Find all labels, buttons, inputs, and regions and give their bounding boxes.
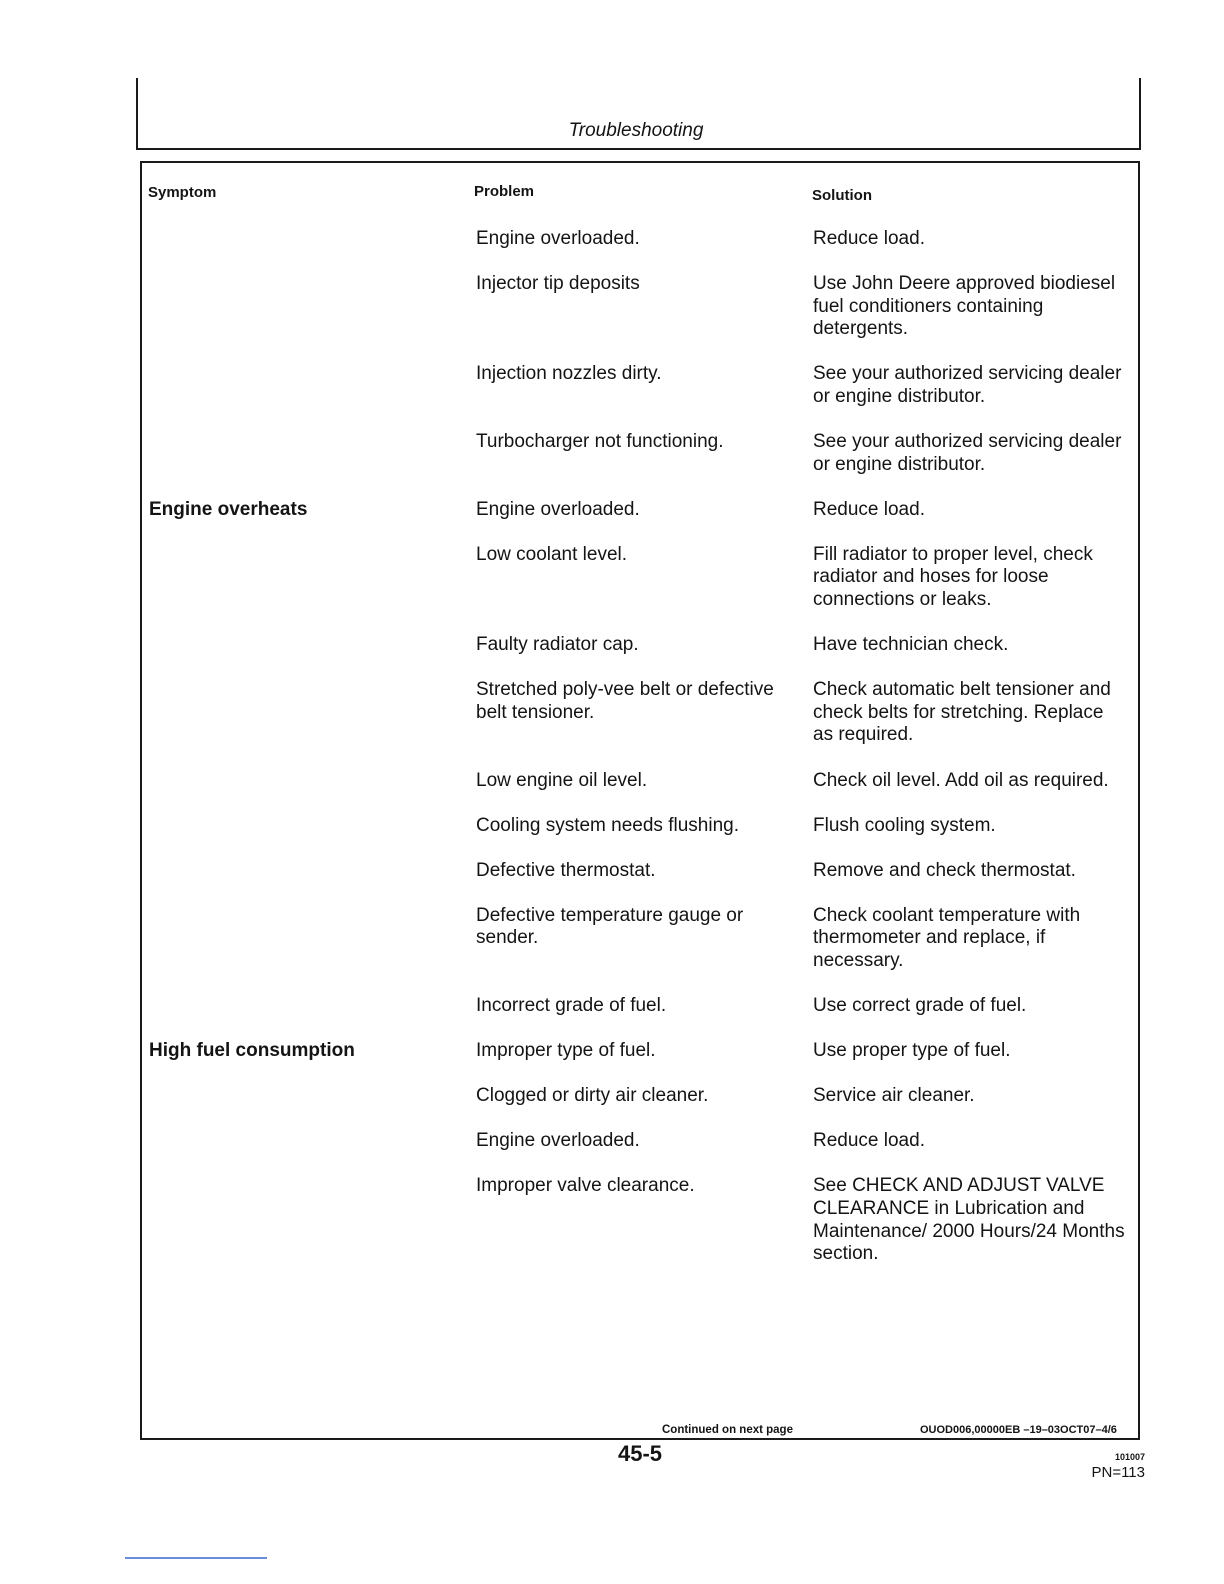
solution-text: Have technician check.	[813, 634, 1009, 656]
problem-text: Engine overloaded.	[476, 1130, 640, 1152]
symptom-cell	[149, 905, 476, 973]
symptom-cell	[149, 431, 476, 476]
problem-text: Clogged or dirty air cleaner.	[476, 1085, 709, 1107]
solution-text: Reduce load.	[813, 228, 925, 249]
table-row	[149, 1130, 1129, 1153]
solution-text: necessary.	[813, 949, 904, 971]
symptom-cell	[149, 1175, 476, 1265]
solution-text: Use correct grade of fuel.	[813, 995, 1027, 1017]
date-code: 101007	[1114, 1452, 1145, 1462]
problem-text: Engine overloaded.	[476, 498, 640, 520]
problem-cell	[476, 363, 813, 408]
problem-cell	[476, 431, 813, 476]
symptom-cell	[149, 363, 476, 408]
table-row	[149, 273, 1129, 341]
problem-text: Improper valve clearance.	[476, 1175, 695, 1197]
problem-cell	[476, 1085, 813, 1108]
table-row	[149, 499, 1129, 522]
solution-cell	[813, 815, 1129, 838]
symptom-cell	[149, 634, 476, 657]
solution-text: Use proper type of fuel.	[813, 1040, 1011, 1062]
problem-text: belt tensioner.	[476, 701, 595, 723]
solution-cell	[813, 228, 1129, 251]
solution-text: Remove and check thermostat.	[813, 859, 1076, 881]
solution-text: as required.	[813, 724, 914, 746]
solution-text: connections or leaks.	[813, 589, 992, 611]
solution-cell	[813, 363, 1129, 408]
solution-text: radiator and hoses for loose	[813, 566, 1049, 588]
symptom-cell	[149, 544, 476, 612]
problem-text: Incorrect grade of fuel.	[476, 995, 667, 1017]
problem-cell	[476, 905, 813, 973]
column-header-problem: Problem	[474, 183, 535, 200]
table-row	[149, 431, 1129, 476]
table-row	[149, 634, 1129, 657]
solution-text: Check automatic belt tensioner and	[813, 679, 1111, 701]
solution-text: Flush cooling system.	[813, 814, 996, 836]
symptom-cell	[149, 770, 476, 793]
solution-cell	[813, 679, 1129, 747]
symptom-cell	[149, 815, 476, 838]
solution-cell	[813, 431, 1129, 476]
problem-text: Improper type of fuel.	[476, 1040, 656, 1062]
solution-text: check belts for stretching. Replace	[813, 701, 1104, 723]
solution-cell	[813, 1175, 1129, 1265]
symptom-cell	[149, 1085, 476, 1108]
solution-text: Maintenance/ 2000 Hours/24 Months	[813, 1220, 1125, 1242]
solution-text: Service air cleaner.	[813, 1085, 975, 1107]
solution-text: See your authorized servicing dealer	[813, 431, 1122, 453]
table-row	[149, 905, 1129, 973]
solution-text: See your authorized servicing dealer	[813, 363, 1122, 385]
solution-text: section.	[813, 1243, 879, 1265]
problem-text: Defective thermostat.	[476, 859, 656, 881]
solution-text: See CHECK AND ADJUST VALVE	[813, 1175, 1105, 1197]
solution-cell	[813, 995, 1129, 1018]
solution-text: Reduce load.	[813, 1130, 925, 1152]
problem-cell	[476, 499, 813, 522]
symptom-cell	[149, 679, 476, 747]
problem-text: Injector tip deposits	[476, 273, 640, 295]
table-row	[149, 679, 1129, 747]
problem-text: Faulty radiator cap.	[476, 634, 639, 656]
problem-text: Low coolant level.	[476, 543, 628, 565]
table-row	[149, 228, 1129, 251]
solution-cell	[813, 499, 1129, 522]
symptom-cell	[149, 273, 476, 341]
section-title: Troubleshooting	[568, 120, 704, 141]
problem-cell	[476, 995, 813, 1018]
solution-cell	[813, 1130, 1129, 1153]
scan-artifact-line	[125, 1557, 267, 1559]
header-bottom-rule	[136, 148, 1141, 150]
problem-cell	[476, 273, 813, 341]
table-row	[149, 770, 1129, 793]
problem-text: Defective temperature gauge or	[476, 904, 744, 926]
problem-cell	[476, 634, 813, 657]
symptom-cell	[149, 228, 476, 251]
solution-text: detergents.	[813, 318, 909, 340]
table-row	[149, 1040, 1129, 1063]
problem-cell	[476, 815, 813, 838]
pn-number: PN=113	[1091, 1464, 1145, 1481]
solution-text: Reduce load.	[813, 498, 925, 520]
solution-text: Check oil level. Add oil as required.	[813, 769, 1109, 791]
problem-cell	[476, 1175, 813, 1265]
solution-cell	[813, 1040, 1129, 1063]
symptom-text: High fuel consumption	[149, 1040, 355, 1062]
problem-text: Low engine oil level.	[476, 769, 648, 791]
solution-text: Fill radiator to proper level, check	[813, 543, 1093, 565]
problem-cell	[476, 679, 813, 747]
problem-cell	[476, 228, 813, 251]
solution-text: or engine distributor.	[813, 385, 986, 407]
solution-text: Use John Deere approved biodiesel	[813, 273, 1116, 295]
solution-text: or engine distributor.	[813, 453, 986, 475]
problem-text: Engine overloaded.	[476, 228, 640, 249]
header-left-rule	[136, 78, 138, 150]
problem-cell	[476, 770, 813, 793]
problem-cell	[476, 860, 813, 883]
continued-note: Continued on next page	[662, 1424, 793, 1436]
solution-text: CLEARANCE in Lubrication and	[813, 1198, 1085, 1220]
problem-cell	[476, 1130, 813, 1153]
solution-text: fuel conditioners containing	[813, 295, 1044, 317]
document-code: OUOD006,00000EB –19–03OCT07–4/6	[920, 1424, 1117, 1436]
problem-text: Turbocharger not functioning.	[476, 431, 724, 453]
solution-cell	[813, 273, 1129, 341]
table-row	[149, 544, 1129, 612]
problem-cell	[476, 1040, 813, 1063]
column-header-solution: Solution	[812, 187, 872, 204]
problem-cell	[476, 544, 813, 612]
solution-cell	[813, 860, 1129, 883]
solution-text: Check coolant temperature with	[813, 904, 1081, 926]
header-right-rule	[1139, 78, 1141, 150]
symptom-cell	[149, 995, 476, 1018]
table-row	[149, 995, 1129, 1018]
solution-cell	[813, 544, 1129, 612]
table-row	[149, 363, 1129, 408]
table-row	[149, 815, 1129, 838]
problem-text: Stretched poly-vee belt or defective	[476, 679, 774, 701]
table-row	[149, 1175, 1129, 1265]
solution-cell	[813, 1085, 1129, 1108]
symptom-cell	[149, 1130, 476, 1153]
problem-text: Cooling system needs flushing.	[476, 814, 739, 836]
solution-cell	[813, 905, 1129, 973]
table-row	[149, 860, 1129, 883]
symptom-text: Engine overheats	[149, 498, 308, 520]
solution-cell	[813, 634, 1129, 657]
symptom-cell	[149, 1040, 476, 1063]
problem-text: Injection nozzles dirty.	[476, 363, 662, 385]
table-row	[149, 1085, 1129, 1108]
column-header-symptom: Symptom	[148, 184, 217, 201]
troubleshooting-rows	[149, 228, 1129, 1288]
symptom-cell	[149, 499, 476, 522]
symptom-cell	[149, 860, 476, 883]
page-number: 45-5	[617, 1441, 663, 1466]
problem-text: sender.	[476, 927, 539, 949]
solution-cell	[813, 770, 1129, 793]
solution-text: thermometer and replace, if	[813, 927, 1046, 949]
